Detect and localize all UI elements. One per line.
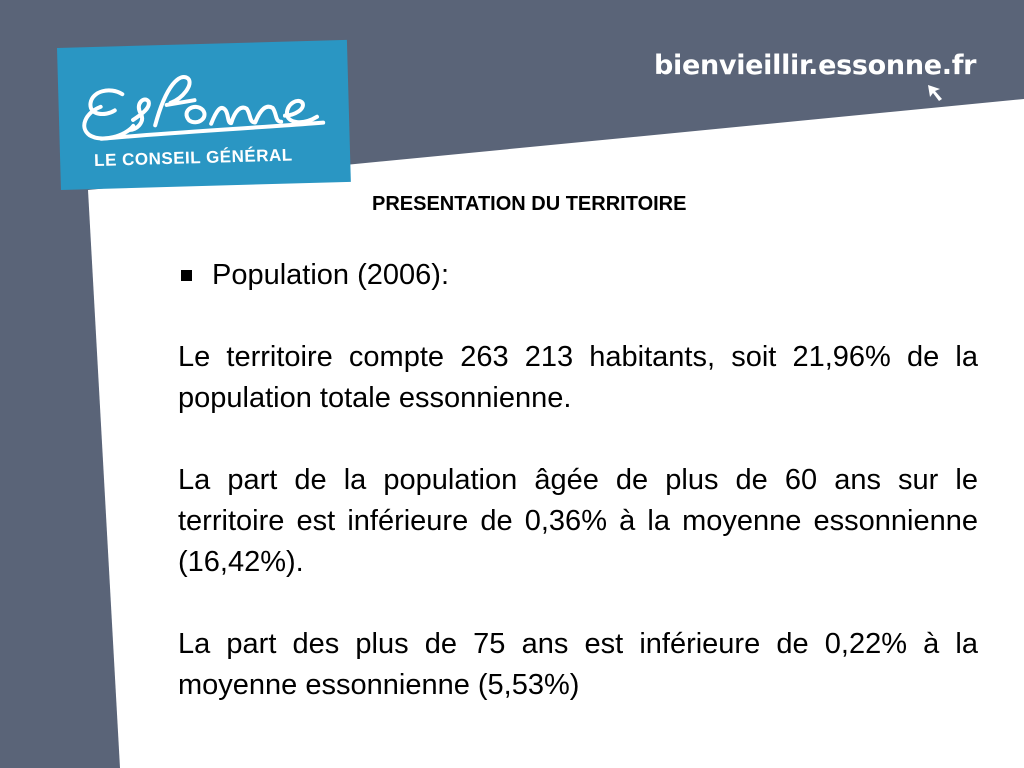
bullet-text: Population (2006): <box>212 259 449 291</box>
logo-subtitle: LE CONSEIL GÉNÉRAL <box>93 145 293 171</box>
essonne-wordmark-icon <box>69 50 341 148</box>
essonne-logo <box>57 40 351 190</box>
bullet-item <box>178 255 978 296</box>
paragraph-over-75: La part des plus de 75 ans est inférieure de 0,22% à la moyenne essonnienne (5,53%) <box>178 628 978 701</box>
paragraph-population: Le territoire compte 263 213 habitants, soit 21,96% de la population totale essonnienne. <box>178 341 978 414</box>
slide-title: PRESENTATION DU TERRITOIRE <box>372 193 687 215</box>
slide-content <box>178 255 978 706</box>
paragraph-over-60: La part de la population âgée de plus de 60 ans sur le territoire est inférieure de 0,36% à la moyenne essonnienne (16,42%). <box>178 464 978 578</box>
square-bullet-icon <box>181 270 192 281</box>
cursor-arrow-icon <box>926 83 946 103</box>
site-url[interactable]: bienvieillir.essonne.fr <box>654 50 977 81</box>
